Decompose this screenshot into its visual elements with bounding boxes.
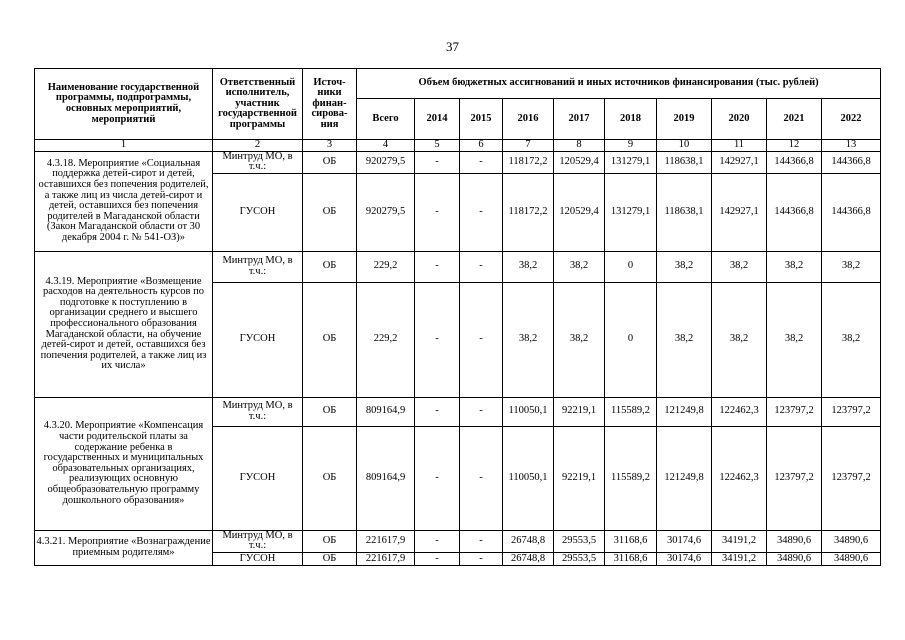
executor-cell: Минтруд МО, в т.ч.: (213, 251, 303, 282)
column-numbers-row (35, 140, 881, 152)
executor-cell: Минтруд МО, в т.ч.: (213, 397, 303, 426)
year-value-cell: 38,2 (712, 282, 767, 397)
year-value-cell: 26748,8 (503, 530, 554, 552)
year-value-cell: - (415, 282, 460, 397)
source-cell: ОБ (303, 397, 357, 426)
table-body (35, 151, 881, 565)
table-header (35, 69, 881, 152)
year-value-cell: 123797,2 (767, 426, 822, 530)
column-number: 6 (460, 140, 503, 152)
column-number: 5 (415, 140, 460, 152)
column-number: 4 (357, 140, 415, 152)
year-value-cell: 120529,4 (554, 173, 605, 251)
year-value-cell: 92219,1 (554, 426, 605, 530)
source-cell: ОБ (303, 552, 357, 565)
header-name: Наименование государственной программы, подпрограммы, основных мероприятий, мероприятий (35, 69, 213, 140)
header-executor: Ответственный исполнитель, участник государственной программы (213, 69, 303, 140)
year-value-cell: 38,2 (767, 251, 822, 282)
year-value-cell: 34890,6 (767, 552, 822, 565)
header-year: 2017 (554, 99, 605, 140)
table-row (35, 397, 881, 426)
year-value-cell: 142927,1 (712, 151, 767, 173)
year-value-cell: 115589,2 (605, 397, 657, 426)
year-value-cell: 29553,5 (554, 552, 605, 565)
header-source: Источ-ники финан-сирова-ния (303, 69, 357, 140)
year-value-cell: 34890,6 (767, 530, 822, 552)
year-value-cell: 30174,6 (657, 530, 712, 552)
year-value-cell: 122462,3 (712, 397, 767, 426)
year-value-cell: 31168,6 (605, 552, 657, 565)
year-value-cell: 29553,5 (554, 530, 605, 552)
year-value-cell: - (460, 552, 503, 565)
year-value-cell: 38,2 (767, 282, 822, 397)
year-value-cell: 144366,8 (767, 151, 822, 173)
year-value-cell: 38,2 (554, 282, 605, 397)
header-year: 2020 (712, 99, 767, 140)
table-row (35, 151, 881, 173)
year-value-cell: 121249,8 (657, 397, 712, 426)
year-value-cell: - (415, 397, 460, 426)
total-cell: 920279,5 (357, 151, 415, 173)
executor-cell: Минтруд МО, в т.ч.: (213, 530, 303, 552)
header-total: Всего (357, 99, 415, 140)
year-value-cell: 118638,1 (657, 173, 712, 251)
column-number: 8 (554, 140, 605, 152)
total-cell: 221617,9 (357, 552, 415, 565)
table-row (35, 530, 881, 552)
year-value-cell: 115589,2 (605, 426, 657, 530)
year-value-cell: 38,2 (712, 251, 767, 282)
year-value-cell: 120529,4 (554, 151, 605, 173)
year-value-cell: 34890,6 (822, 552, 881, 565)
year-value-cell: 131279,1 (605, 151, 657, 173)
column-number: 7 (503, 140, 554, 152)
year-value-cell: 144366,8 (822, 151, 881, 173)
year-value-cell: - (415, 426, 460, 530)
total-cell: 809164,9 (357, 426, 415, 530)
header-year: 2015 (460, 99, 503, 140)
header-funding-group: Объем бюджетных ассигнований и иных источников финансирования (тыс. рублей) (357, 69, 881, 99)
year-value-cell: 0 (605, 282, 657, 397)
source-cell: ОБ (303, 282, 357, 397)
year-value-cell: 142927,1 (712, 173, 767, 251)
year-value-cell: 118172,2 (503, 151, 554, 173)
source-cell: ОБ (303, 530, 357, 552)
total-cell: 809164,9 (357, 397, 415, 426)
executor-cell: ГУСОН (213, 173, 303, 251)
year-value-cell: 110050,1 (503, 426, 554, 530)
year-value-cell: - (460, 530, 503, 552)
column-number: 11 (712, 140, 767, 152)
year-value-cell: 123797,2 (767, 397, 822, 426)
year-value-cell: - (415, 173, 460, 251)
year-value-cell: 122462,3 (712, 426, 767, 530)
source-cell: ОБ (303, 173, 357, 251)
year-value-cell: 123797,2 (822, 397, 881, 426)
total-cell: 229,2 (357, 282, 415, 397)
header-year: 2021 (767, 99, 822, 140)
year-value-cell: - (415, 552, 460, 565)
year-value-cell: 118172,2 (503, 173, 554, 251)
year-value-cell: - (460, 426, 503, 530)
year-value-cell: 0 (605, 251, 657, 282)
year-value-cell: - (460, 151, 503, 173)
program-name: 4.3.21. Мероприятие «Вознаграждение приемным родителям» (35, 530, 213, 565)
column-number: 2 (213, 140, 303, 152)
year-value-cell: 131279,1 (605, 173, 657, 251)
source-cell: ОБ (303, 251, 357, 282)
year-value-cell: 38,2 (503, 282, 554, 397)
year-value-cell: - (460, 282, 503, 397)
header-year: 2014 (415, 99, 460, 140)
total-cell: 229,2 (357, 251, 415, 282)
executor-cell: ГУСОН (213, 282, 303, 397)
header-year: 2016 (503, 99, 554, 140)
header-year: 2019 (657, 99, 712, 140)
year-value-cell: 123797,2 (822, 426, 881, 530)
year-value-cell: - (460, 251, 503, 282)
year-value-cell: 110050,1 (503, 397, 554, 426)
year-value-cell: 92219,1 (554, 397, 605, 426)
year-value-cell: 38,2 (822, 251, 881, 282)
year-value-cell: 121249,8 (657, 426, 712, 530)
column-number: 1 (35, 140, 213, 152)
column-number: 3 (303, 140, 357, 152)
page-number: 37 (446, 39, 459, 54)
program-name: 4.3.20. Мероприятие «Компенсация части родительской платы за содержание ребенка в государственных и муниципальных образовательных организациях, реализующих основную общеобразовательную программу дошкольного образования» (35, 397, 213, 530)
year-value-cell: 38,2 (822, 282, 881, 397)
year-value-cell: - (460, 173, 503, 251)
total-cell: 920279,5 (357, 173, 415, 251)
budget-table (34, 68, 881, 566)
column-number: 9 (605, 140, 657, 152)
total-cell: 221617,9 (357, 530, 415, 552)
column-number: 10 (657, 140, 712, 152)
year-value-cell: 144366,8 (822, 173, 881, 251)
program-name: 4.3.18. Мероприятие «Социальная поддержка детей-сирот и детей, оставшихся без попечения родителей, а также лиц из числа детей-сирот и детей, оставшихся без попечения родителей в Магаданской области (Закон Магаданской области от 30 декабря 2004 г. № 541-ОЗ)» (35, 151, 213, 251)
column-number: 13 (822, 140, 881, 152)
year-value-cell: 38,2 (657, 251, 712, 282)
year-value-cell: 31168,6 (605, 530, 657, 552)
year-value-cell: 30174,6 (657, 552, 712, 565)
executor-cell: Минтруд МО, в т.ч.: (213, 151, 303, 173)
year-value-cell: 34890,6 (822, 530, 881, 552)
year-value-cell: 38,2 (554, 251, 605, 282)
year-value-cell: - (415, 251, 460, 282)
header-year: 2022 (822, 99, 881, 140)
year-value-cell: 38,2 (657, 282, 712, 397)
year-value-cell: 26748,8 (503, 552, 554, 565)
column-number: 12 (767, 140, 822, 152)
year-value-cell: 34191,2 (712, 552, 767, 565)
year-value-cell: 118638,1 (657, 151, 712, 173)
source-cell: ОБ (303, 426, 357, 530)
year-value-cell: 144366,8 (767, 173, 822, 251)
source-cell: ОБ (303, 151, 357, 173)
executor-cell: ГУСОН (213, 552, 303, 565)
year-value-cell: - (460, 397, 503, 426)
year-value-cell: - (415, 151, 460, 173)
program-name: 4.3.19. Мероприятие «Возмещение расходов на деятельность курсов по подготовке к поступлению в организации среднего и высшего профессионального образования Магаданской области, на обучение детей-сирот и детей, оставшихся без попечения родителей, а также лиц из их числа» (35, 251, 213, 397)
year-value-cell: - (415, 530, 460, 552)
executor-cell: ГУСОН (213, 426, 303, 530)
year-value-cell: 38,2 (503, 251, 554, 282)
table-row (35, 251, 881, 282)
header-year: 2018 (605, 99, 657, 140)
year-value-cell: 34191,2 (712, 530, 767, 552)
